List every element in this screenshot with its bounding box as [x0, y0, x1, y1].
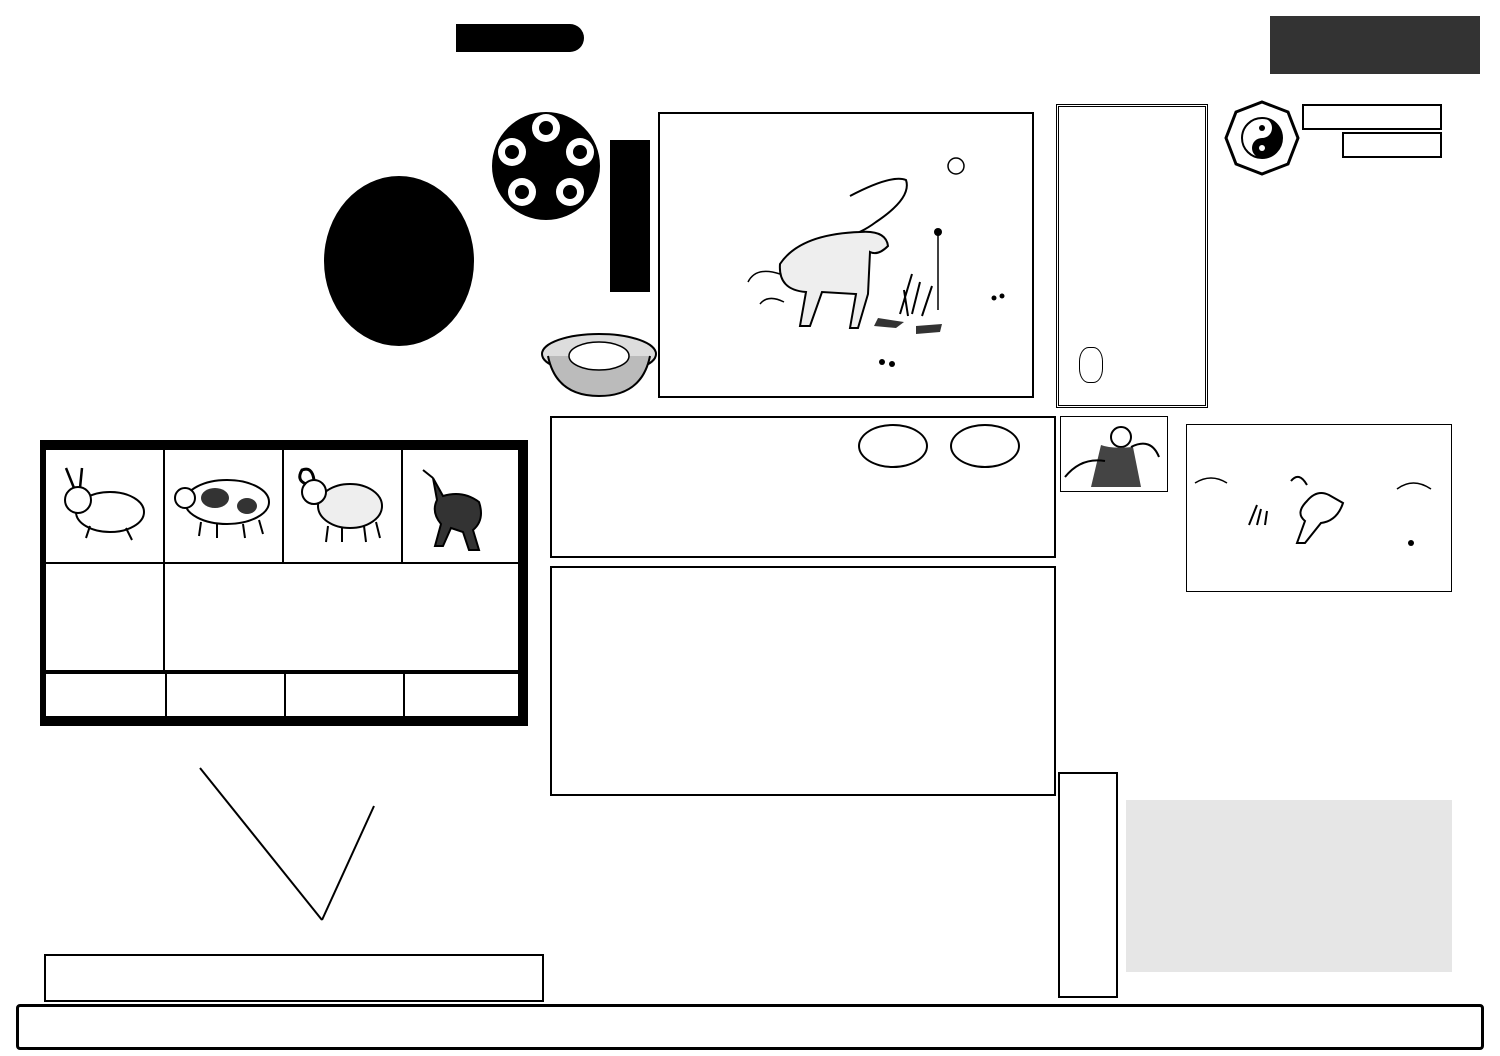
logo-circle-mark	[486, 106, 606, 226]
special-num-2	[950, 424, 1020, 468]
zodiac-cell-rabbit	[46, 450, 165, 564]
ingot-icon	[540, 330, 658, 400]
zodiac-cell-sheep	[284, 450, 403, 564]
wave-guide-title-2	[1342, 132, 1442, 158]
sage-icon	[1060, 416, 1168, 492]
secret-poem-box	[550, 566, 1056, 796]
issue-tag	[456, 24, 584, 52]
poem-lines	[1181, 157, 1193, 397]
flower-border-left	[12, 354, 36, 984]
logo-side-tag	[610, 140, 650, 292]
flower-border-left-top	[12, 100, 36, 210]
publisher-box	[44, 954, 544, 1002]
flower-border-right	[1462, 96, 1486, 986]
poem-seal	[1079, 347, 1103, 383]
special-num-1	[858, 424, 928, 468]
zodiac-blank-3	[284, 564, 403, 672]
zodiac-blank-1	[46, 564, 165, 672]
tip-box	[1058, 772, 1118, 998]
trend-lines	[90, 752, 570, 952]
poem-box	[1056, 104, 1208, 408]
footer-bar	[16, 1004, 1484, 1050]
zodiac-blank-4	[403, 564, 520, 672]
flower-border-top	[14, 76, 1486, 98]
zodiac-blank-2	[165, 564, 284, 672]
special-box	[550, 416, 1056, 558]
yin-yang-icon	[1224, 100, 1300, 176]
logo-black-disc	[324, 176, 474, 346]
wave-guide-title-1	[1302, 104, 1442, 130]
zodiac-cell-pig	[165, 450, 284, 564]
motto-box	[1126, 800, 1452, 972]
zodiac-label-4	[403, 672, 519, 716]
zodiac-label-3	[284, 672, 402, 716]
zodiac-cell-dog	[403, 450, 520, 564]
explain-picture	[1186, 424, 1452, 592]
treasure-picture	[658, 112, 1034, 398]
logo	[44, 104, 604, 374]
zodiac-label-2	[165, 672, 283, 716]
publisher-info	[1270, 16, 1480, 74]
zodiac-label-1	[46, 672, 164, 716]
wave-guide-title	[1302, 104, 1442, 156]
